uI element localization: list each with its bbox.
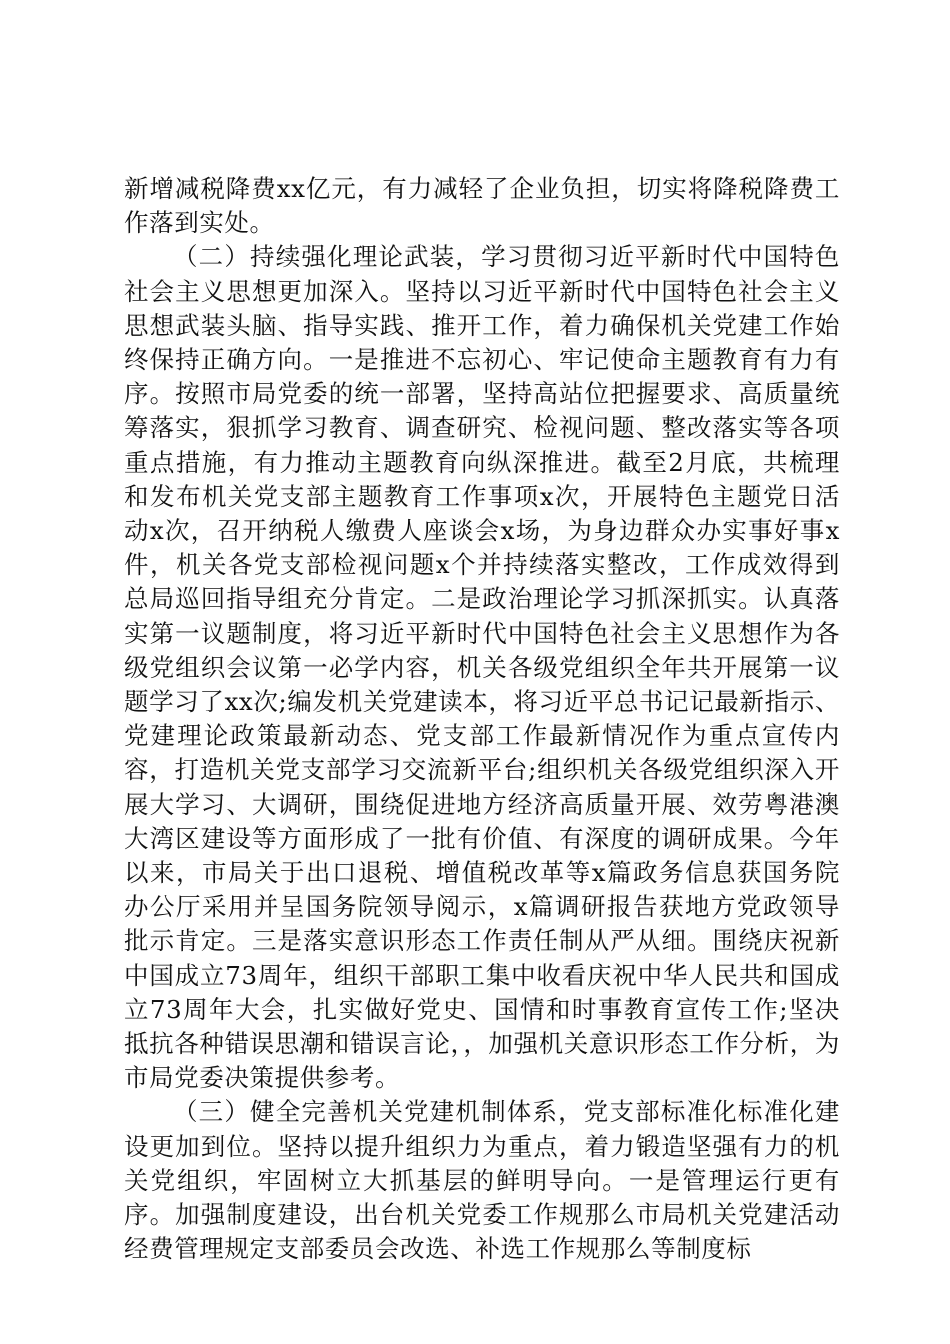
document-body [124,172,840,1267]
paragraph-tax-reduction: 新增减税降费xx亿元，有力减轻了企业负担，切实将降税降费工作落到实处。 [124,174,840,238]
paragraph-theory-study: （二）持续强化理论武装，学习贯彻习近平新时代中国特色社会主义思想更加深入。坚持以习近平新时代中国特色社会主义思想武装头脑、指导实践、推开工作，着力确保机关党建工作始终保持正确方向。一是推进不忘初心、牢记使命主题教育有力有序。按照市局党委的统一部署，坚持高站位把握要求、高质量统筹落实，狠抓学习教育、调查研究、检视问题、整改落实等各项重点措施，有力推动主题教育向纵深推进。截至2月底，共梳理和发布机关党支部主题教育工作事项x次，开展特色主题党日活动x次，召开纳税人缴费人座谈会x场，为身边群众办实事好事x件，机关各党支部检视问题x个并持续落实整改，工作成效得到总局巡回指导组充分肯定。二是政治理论学习抓深抓实。认真落实第一议题制度，将习近平新时代中国特色社会主义思想作为各级党组织会议第一必学内容，机关各级党组织全年共开展第一议题学习了xx次;编发机关党建读本，将习近平总书记记最新指示、党建理论政策最新动态、党支部工作最新情况作为重点宣传内容，打造机关党支部学习交流新平台;组织机关各级党组织深入开展大学习、大调研，围绕促进地方经济高质量开展、效劳粤港澳大湾区建设等方面形成了一批有价值、有深度的调研成果。今年以来，市局关于出口退税、增值税改革等x篇政务信息获国务院办公厅采用并呈国务院领导阅示，x篇调研报告获地方党政领导批示肯定。三是落实意识形态工作责任制从严从细。围绕庆祝新中国成立73周年，组织干部职工集中收看庆祝中华人民共和国成立73周年大会，扎实做好党史、国情和时事教育宣传工作;坚决抵抗各种错误思潮和错误言论，，加强机关意识形态工作分析，为市局党委决策提供参考。 [124,242,840,1093]
paragraph-party-building-system: （三）健全完善机关党建机制体系，党支部标准化标准化建设更加到位。坚持以提升组织力为重点，着力锻造坚强有力的机关党组织，牢固树立大抓基层的鲜明导向。一是管理运行更有序。加强制度建设，出台机关党委工作规那么市局机关党建活动经费管理规定支部委员会改选、补选工作规那么等制度标 [124,1097,840,1264]
